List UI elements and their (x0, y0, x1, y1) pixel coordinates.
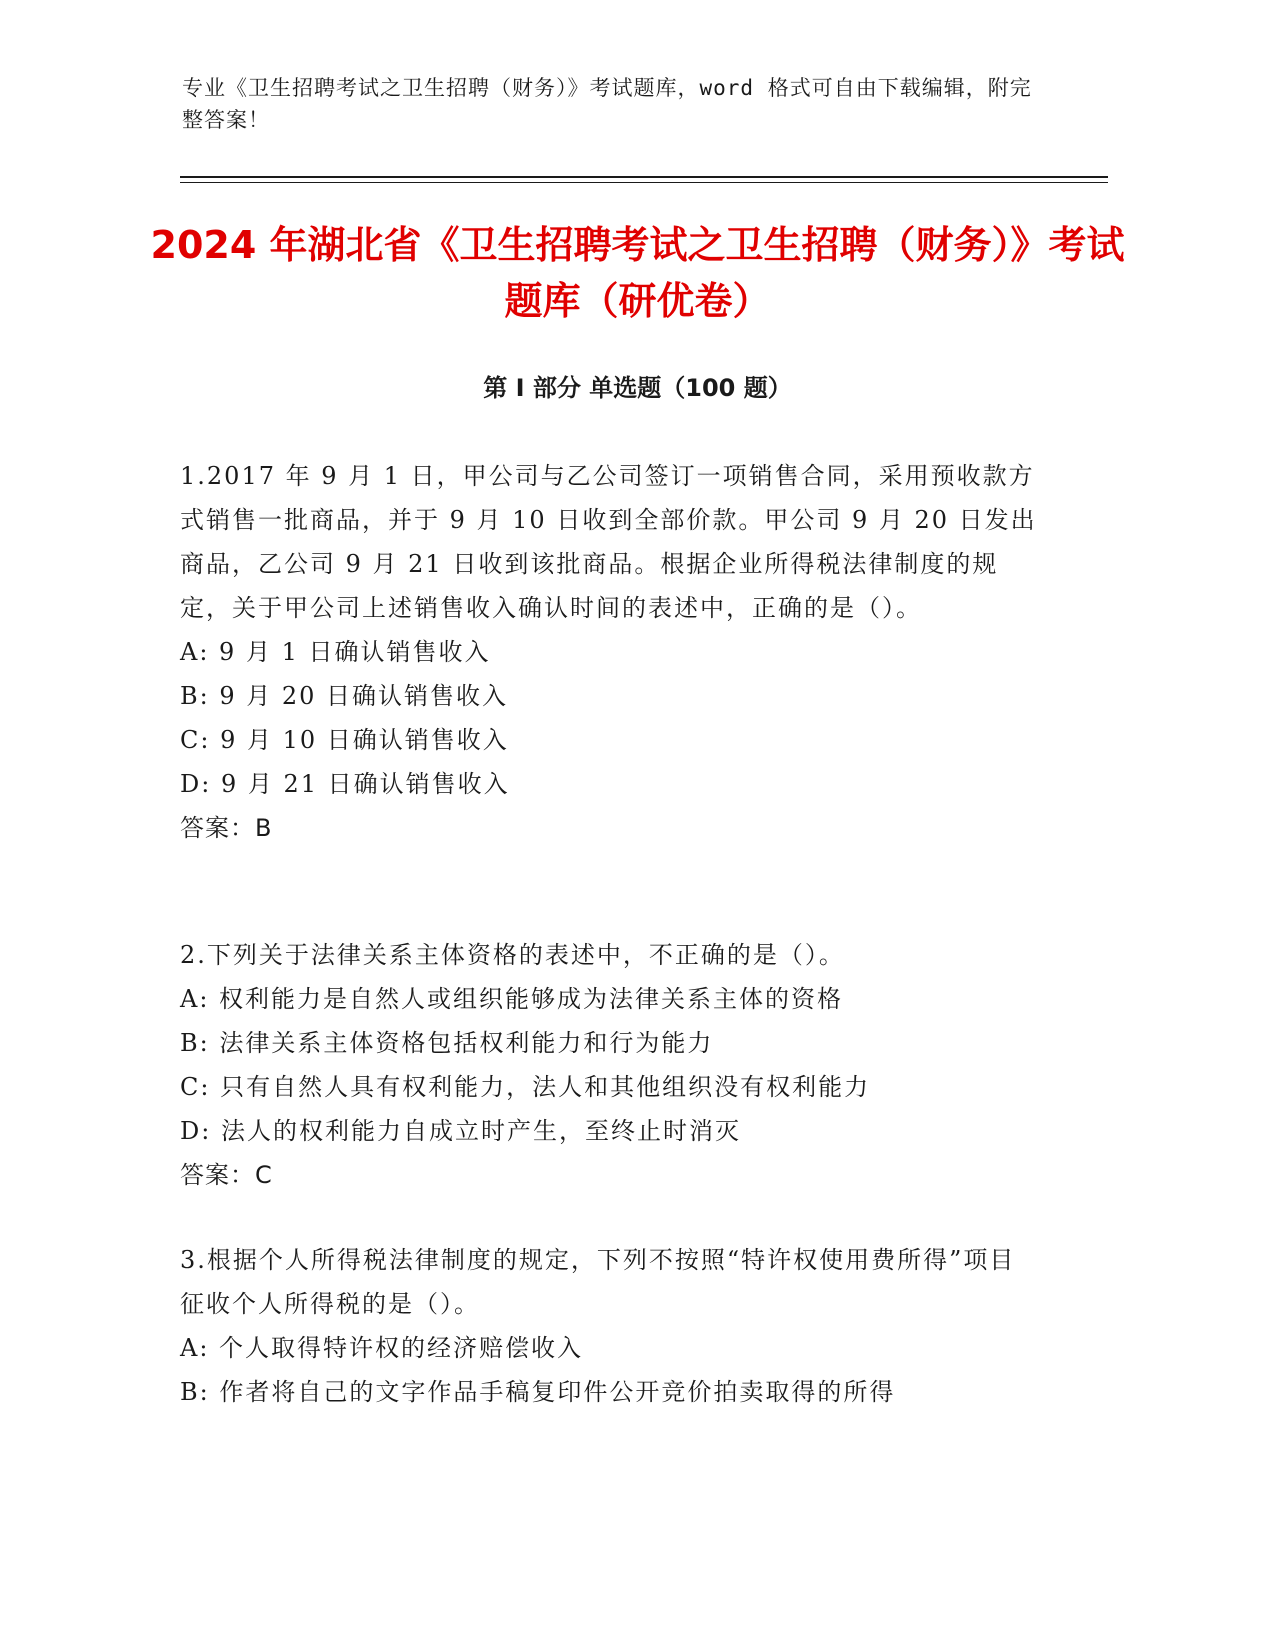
option-b: B: 法律关系主体资格包括权利能力和行为能力 (180, 1029, 714, 1057)
question-stem: 1.2017 年 9 月 1 日，甲公司与乙公司签订一项销售合同，采用预收款方式销售一批商品，并于 9 月 10 日收到全部价款。甲公司 9 月 20 日发出商品，乙公司 9 月 21 日收到该批商品。根据企业所得税法律制度的规定，关于甲公司上述销售收入确认时间的表述中，正确的是（）。 (180, 462, 1037, 622)
header-divider-thin (180, 182, 1108, 183)
option-a: A: 9 月 1 日确认销售收入 (180, 638, 491, 666)
option-d: D: 法人的权利能力自成立时产生，至终止时消灭 (180, 1117, 741, 1145)
option-b: B: 9 月 20 日确认销售收入 (180, 682, 509, 710)
question-2 (180, 933, 1040, 1197)
question-stem: 2.下列关于法律关系主体资格的表述中，不正确的是（）。 (180, 941, 845, 969)
option-a: A: 权利能力是自然人或组织能够成为法律关系主体的资格 (180, 985, 844, 1013)
option-d: D: 9 月 21 日确认销售收入 (180, 770, 510, 798)
header-note: 专业《卫生招聘考试之卫生招聘（财务）》考试题库，word 格式可自由下载编辑，附完整答案！ (182, 76, 1032, 132)
option-b: B: 作者将自己的文字作品手稿复印件公开竞价拍卖取得的所得 (180, 1378, 896, 1406)
header-divider-thick (180, 176, 1108, 178)
question-3 (180, 1238, 1040, 1414)
answer-line: 答案：C (180, 1161, 273, 1189)
question-1 (180, 454, 1040, 850)
option-c: C: 只有自然人具有权利能力，法人和其他组织没有权利能力 (180, 1073, 871, 1101)
document-title: 2024 年湖北省《卫生招聘考试之卫生招聘（财务）》考试题库（研优卷） (150, 223, 1125, 323)
option-c: C: 9 月 10 日确认销售收入 (180, 726, 509, 754)
option-a: A: 个人取得特许权的经济赔偿收入 (180, 1334, 584, 1362)
answer-line: 答案：B (180, 814, 273, 842)
section-heading: 第 I 部分 单选题（100 题） (483, 374, 792, 402)
question-stem: 3.根据个人所得税法律制度的规定，下列不按照“特许权使用费所得”项目征收个人所得税的是（）。 (180, 1246, 1016, 1318)
